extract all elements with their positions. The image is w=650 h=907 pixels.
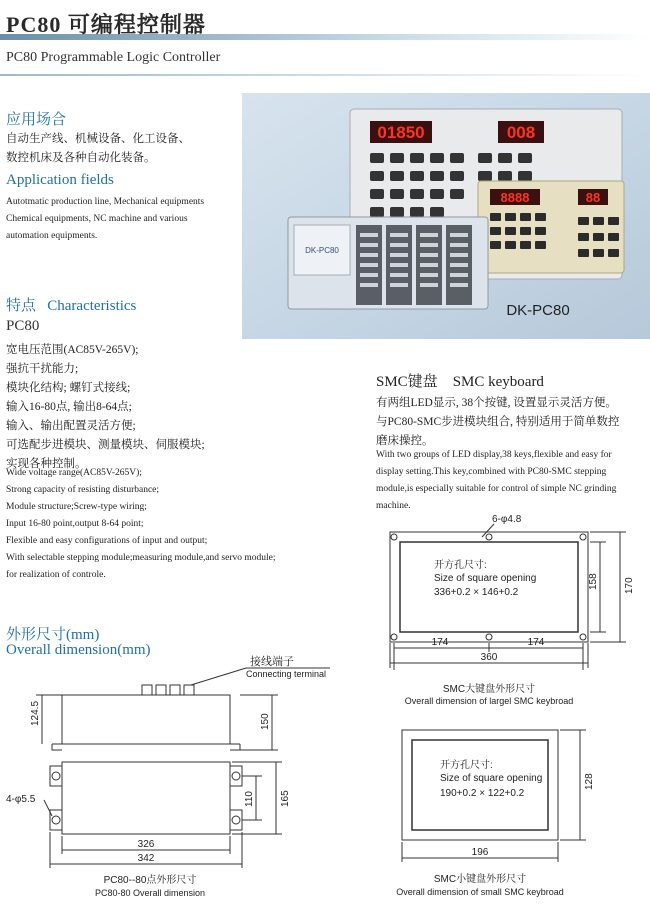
characteristics-heading xyxy=(6,294,136,315)
characteristics-line-cn: 宽电压范围(AC85V-265V); xyxy=(6,344,139,356)
dim-342: 342 xyxy=(137,853,155,864)
smc-line-cn: 磨床操控。 xyxy=(376,435,434,447)
large-opening-en: Size of square opening xyxy=(434,573,537,584)
large-keyboard-drawing xyxy=(370,510,650,710)
dim-150: 150 xyxy=(260,713,271,730)
characteristics-text-en xyxy=(6,465,276,584)
pc80-caption-cn: PC80--80点外形尺寸 xyxy=(103,875,197,886)
smc-text-en xyxy=(376,447,616,515)
small-display-left: 8888 xyxy=(500,190,530,205)
dim-170: 170 xyxy=(624,577,635,594)
characteristics-line-en: Input 16-80 point,output 8-64 point; xyxy=(6,519,144,529)
page-subtitle: PC80 Programmable Logic Controller xyxy=(6,50,221,65)
characteristics-line-cn: 实现各种控制。 xyxy=(6,458,87,470)
pc80-dimension-drawing xyxy=(0,650,327,907)
application-line-cn: 数控机床及各种自动化装备。 xyxy=(6,152,156,164)
characteristics-line-cn: 可选配步进模块、测量模块、伺服模块; xyxy=(6,439,205,451)
small-caption-cn: SMC小键盘外形尺寸 xyxy=(433,874,527,885)
smc-line-cn: 有两组LED显示, 38个按键, 设置显示灵活方便。 xyxy=(376,397,617,409)
smc-heading-cn: SMC键盘 xyxy=(376,374,438,390)
page-title: PC80 可编程控制器 xyxy=(6,12,206,37)
application-heading-cn: 应用场合 xyxy=(6,112,67,128)
product-photo xyxy=(242,93,650,339)
terminal-label-cn: 接线端子 xyxy=(250,656,294,668)
small-opening-en: Size of square opening xyxy=(440,773,543,784)
large-opening-cn: 开方孔尺寸: xyxy=(434,560,487,571)
characteristics-heading-cn: 特点 xyxy=(6,298,37,314)
pc80-caption-en: PC80-80 Overall dimension xyxy=(94,888,206,898)
dim-196: 196 xyxy=(471,847,489,858)
characteristics-line-en: With selectable stepping module;measuring module,and servo module; xyxy=(6,553,276,563)
dim-174-right: 174 xyxy=(527,637,545,648)
application-line-en: Autotmatic production line, Mechanical equipments xyxy=(6,197,205,207)
application-text-cn xyxy=(6,130,190,168)
dim-158: 158 xyxy=(588,573,599,590)
big-display-right: 008 xyxy=(506,123,536,142)
application-heading-en: Application fields xyxy=(6,172,114,188)
dim-hole: 4-φ5.5 xyxy=(6,794,36,805)
characteristics-line-cn: 输入、输出配置灵活方便; xyxy=(6,420,136,432)
small-opening-cn: 开方孔尺寸: xyxy=(440,760,493,771)
smc-heading-en: SMC keyboard xyxy=(452,374,544,390)
dim-360: 360 xyxy=(480,652,498,663)
smc-line-en: module,is especially suitable for control of simple NC grinding xyxy=(376,484,617,494)
smc-line-en: machine. xyxy=(376,501,411,511)
terminal-label-en: Connecting terminal xyxy=(246,669,327,679)
dim-174-left: 174 xyxy=(431,637,449,648)
hole-label: 6-φ4.8 xyxy=(492,514,522,525)
smc-line-en: display setting.This key,combined with PC80-SMC stepping xyxy=(376,467,607,477)
dim-124-5: 124.5 xyxy=(30,700,41,726)
application-line-cn: 自动生产线、机械设备、化工设备、 xyxy=(6,133,190,145)
application-line-en: automation equipments. xyxy=(6,231,98,241)
dim-110: 110 xyxy=(244,791,255,807)
application-text-en xyxy=(6,194,204,245)
characteristics-text-cn xyxy=(6,341,205,474)
application-line-en: Chemical equipments, NC machine and various xyxy=(6,214,188,224)
characteristics-line-en: Flexible and easy configurations of input and output; xyxy=(6,536,208,546)
dim-165: 165 xyxy=(280,790,291,807)
characteristics-heading-en: Characteristics xyxy=(47,298,137,314)
characteristics-line-en: Wide voltage range(AC85V-265V); xyxy=(6,468,142,478)
characteristics-model: PC80 xyxy=(6,318,40,334)
dim-326: 326 xyxy=(137,839,155,850)
characteristics-line-en: for realization of controle. xyxy=(6,570,106,580)
characteristics-line-en: Strong capacity of resisting disturbance; xyxy=(6,485,160,495)
plc-unit-label: DK-PC80 xyxy=(305,246,339,255)
small-opening-size: 190+0.2 × 122+0.2 xyxy=(440,788,525,799)
large-opening-size: 336+0.2 × 146+0.2 xyxy=(434,587,519,598)
dim-128: 128 xyxy=(584,773,595,790)
large-caption-cn: SMC大键盘外形尺寸 xyxy=(442,684,536,695)
characteristics-line-cn: 输入16-80点, 输出8-64点; xyxy=(6,401,132,413)
overall-heading-en: Overall dimension(mm) xyxy=(6,642,151,658)
smc-heading xyxy=(376,370,544,391)
small-keyboard-drawing xyxy=(370,724,650,904)
smc-text-cn xyxy=(376,394,619,451)
smc-line-en: With two groups of LED display,38 keys,flexible and easy for xyxy=(376,450,612,460)
big-display-left: 01850 xyxy=(377,123,425,142)
small-caption-en: Overall dimension of small SMC keybroad xyxy=(396,887,564,897)
photo-label: DK-PC80 xyxy=(506,302,570,319)
characteristics-line-cn: 强抗干扰能力; xyxy=(6,363,79,375)
product-illustration xyxy=(242,93,650,339)
overall-heading-cn: 外形尺寸(mm) xyxy=(6,627,100,643)
small-display-right: 88 xyxy=(585,190,601,205)
characteristics-line-cn: 模块化结构; 螺钉式接线; xyxy=(6,382,131,394)
header-rule xyxy=(0,74,650,76)
large-caption-en: Overall dimension of largel SMC keybroad xyxy=(404,696,574,706)
smc-line-cn: 与PC80-SMC步进模块组合, 特别适用于简单数控 xyxy=(376,416,620,428)
characteristics-line-en: Module structure;Screw-type wiring; xyxy=(6,502,147,512)
